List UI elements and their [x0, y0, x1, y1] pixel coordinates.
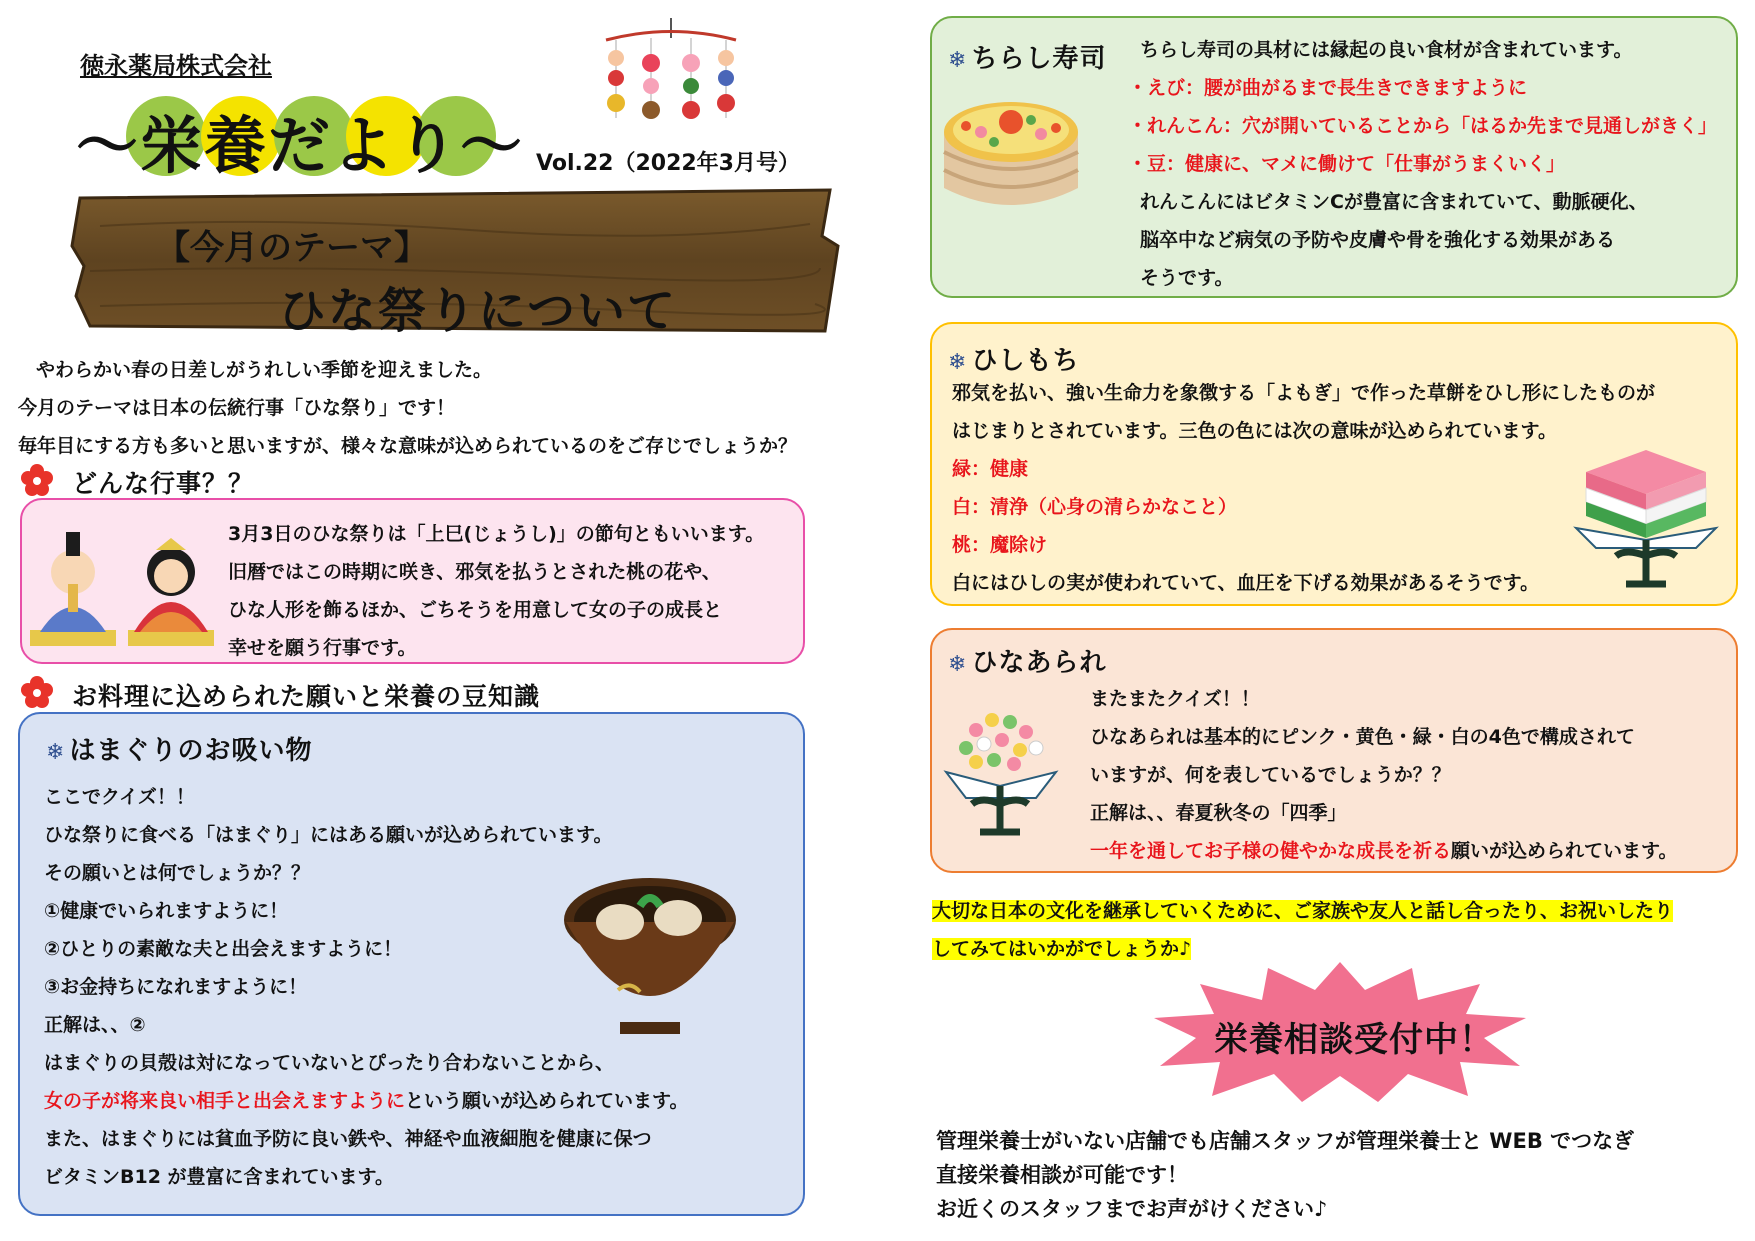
newsletter-title: ～栄養だより～ [76, 109, 525, 182]
hinaarare-line-4: 正解は、、春夏秋冬の「四季」 [1090, 802, 1347, 824]
consult-line-2: 直接栄養相談が可能です！ [936, 1163, 1188, 1187]
hishimochi-line-1: 邪気を払い、強い生命力を象徴する「よもぎ」で作った草餅をひし形にしたものが [952, 382, 1656, 404]
hishimochi-illustration [1566, 432, 1726, 592]
chirashi-sushi-illustration [936, 92, 1086, 222]
chirashi-red-line-2: ・れんこん：穴が開いていることから「はるか先まで見通しがきく」 [1128, 115, 1718, 137]
hamaguri-line-5: ②ひとりの素敵な夫と出会えますように！ [44, 938, 403, 960]
snowflake-icon: ❄ [948, 652, 968, 677]
hishimochi-red-line-2: 白：清浄（心身の清らかなこと） [952, 496, 1238, 518]
hina-dolls-illustration [30, 512, 220, 652]
hamaguri-line-10: ビタミンB12 が豊富に含まれています。 [44, 1166, 395, 1188]
hinaarare-illustration [936, 700, 1066, 840]
consult-line-1: 管理栄養士がいない店舗でも店舗スタッフが管理栄養士と WEB でつなぎ [936, 1129, 1635, 1153]
hishimochi-line-2: はじまりとされています。三色の色には次の意味が込められています。 [952, 420, 1557, 442]
event-line-3: ひな人形を飾るほか、ごちそうを用意して女の子の成長と [228, 599, 723, 621]
volume-label: Vol.22（2022年3月号） [536, 151, 800, 176]
closing-line-1: 大切な日本の文化を継承していくために、ご家族や友人と話し合ったり、お祝いしたり [932, 900, 1674, 922]
hinaarare-line-1: またまたクイズ！！ [1090, 688, 1260, 710]
intro-line-3: 毎年目にする方も多いと思いますが、様々な意味が込められているのをご存じでしょうか？ [18, 435, 798, 457]
consult-line-3: お近くのスタッフまでお声がけください♪ [936, 1197, 1328, 1221]
hamaguri-line-8: はまぐりの貝殻は対になっていないとぴったり合わないことから、 [44, 1052, 615, 1074]
hamaguri-answer: 女の子が将来良い相手と出会えますようにという願いが込められています。 [44, 1090, 689, 1112]
event-line-4: 幸せを願う行事です。 [228, 637, 417, 659]
chirashi-red-line-1: ・えび：腰が曲がるまで長生きできますように [1128, 77, 1528, 99]
hamaguri-heading: ❄ はまぐりのお吸い物 [46, 736, 313, 766]
snowflake-icon: ❄ [948, 350, 968, 375]
snowflake-icon: ❄ [948, 48, 968, 73]
chirashi-line-1: れんこんにはビタミンCが豊富に含まれていて、動脈硬化、 [1140, 191, 1648, 213]
plum-flower-icon [20, 675, 54, 709]
chirashi-intro: ちらし寿司の具材には縁起の良い食材が含まれています。 [1140, 39, 1633, 61]
hamaguri-line-9: また、はまぐりには貧血予防に良い鉄や、神経や血液細胞を健康に保つ [44, 1128, 652, 1150]
hinaarare-heading: ❄ ひなあられ [948, 648, 1107, 678]
company-name: 徳永薬局株式会社 [80, 52, 272, 80]
theme-title: ひな祭りについて [278, 283, 678, 339]
section1-heading: どんな行事？？ [72, 469, 255, 498]
plum-flower-icon [20, 463, 54, 497]
event-line-2: 旧暦ではこの時期に咲き、邪気を払うとされた桃の花や、 [228, 561, 721, 583]
theme-label: 【今月のテーマ】 [156, 228, 428, 268]
hishimochi-heading: ❄ ひしもち [948, 346, 1080, 376]
hishimochi-red-line-3: 桃：魔除け [952, 534, 1048, 556]
chirashi-line-3: そうです。 [1140, 267, 1234, 289]
closing-line-2: してみてはいかがでしょうか♪ [932, 938, 1192, 960]
hishimochi-red-line-1: 緑：健康 [952, 458, 1029, 480]
hamaguri-line-1: ここでクイズ！！ [44, 786, 195, 808]
hamaguri-line-4: ①健康でいられますように！ [44, 900, 289, 922]
hinaarare-line-2: ひなあられは基本的にピンク・黄色・緑・白の4色で構成されて [1090, 726, 1635, 748]
intro-line-2: 今月のテーマは日本の伝統行事「ひな祭り」です！ [18, 397, 456, 419]
hinaarare-line-3: いますが、何を表しているでしょうか？？ [1090, 764, 1451, 786]
hamaguri-line-2: ひな祭りに食べる「はまぐり」にはある願いが込められています。 [44, 824, 613, 846]
chirashi-line-2: 脳卒中など病気の予防や皮膚や骨を強化する効果がある [1140, 229, 1616, 251]
snowflake-icon: ❄ [46, 740, 66, 765]
consultation-badge-text: 栄養相談受付中！ [1214, 1020, 1494, 1060]
intro-line-1: やわらかい春の日差しがうれしい季節を迎えました。 [36, 359, 493, 381]
chirashi-red-line-3: ・豆：健康に、マメに働けて「仕事がうまくいく」 [1128, 153, 1566, 175]
clam-soup-illustration [560, 870, 740, 1040]
hamaguri-line-6: ③お金持ちになれますように！ [44, 976, 308, 998]
hishimochi-last: 白にはひしの実が使われていて、血圧を下げる効果があるそうです。 [952, 572, 1540, 594]
section2-heading: お料理に込められた願いと栄養の豆知識 [72, 682, 541, 711]
hamaguri-line-7: 正解は、、② [44, 1014, 146, 1036]
hamaguri-line-3: その願いとは何でしょうか？？ [44, 862, 311, 884]
chirashi-heading: ❄ ちらし寿司 [948, 44, 1107, 74]
event-line-1: 3月3日のひな祭りは「上巳(じょうし)」の節句ともいいます。 [228, 523, 765, 545]
hanging-mobile-illustration [596, 18, 746, 138]
hinaarare-answer: 一年を通してお子様の健やかな成長を祈る願いが込められています。 [1090, 840, 1678, 862]
